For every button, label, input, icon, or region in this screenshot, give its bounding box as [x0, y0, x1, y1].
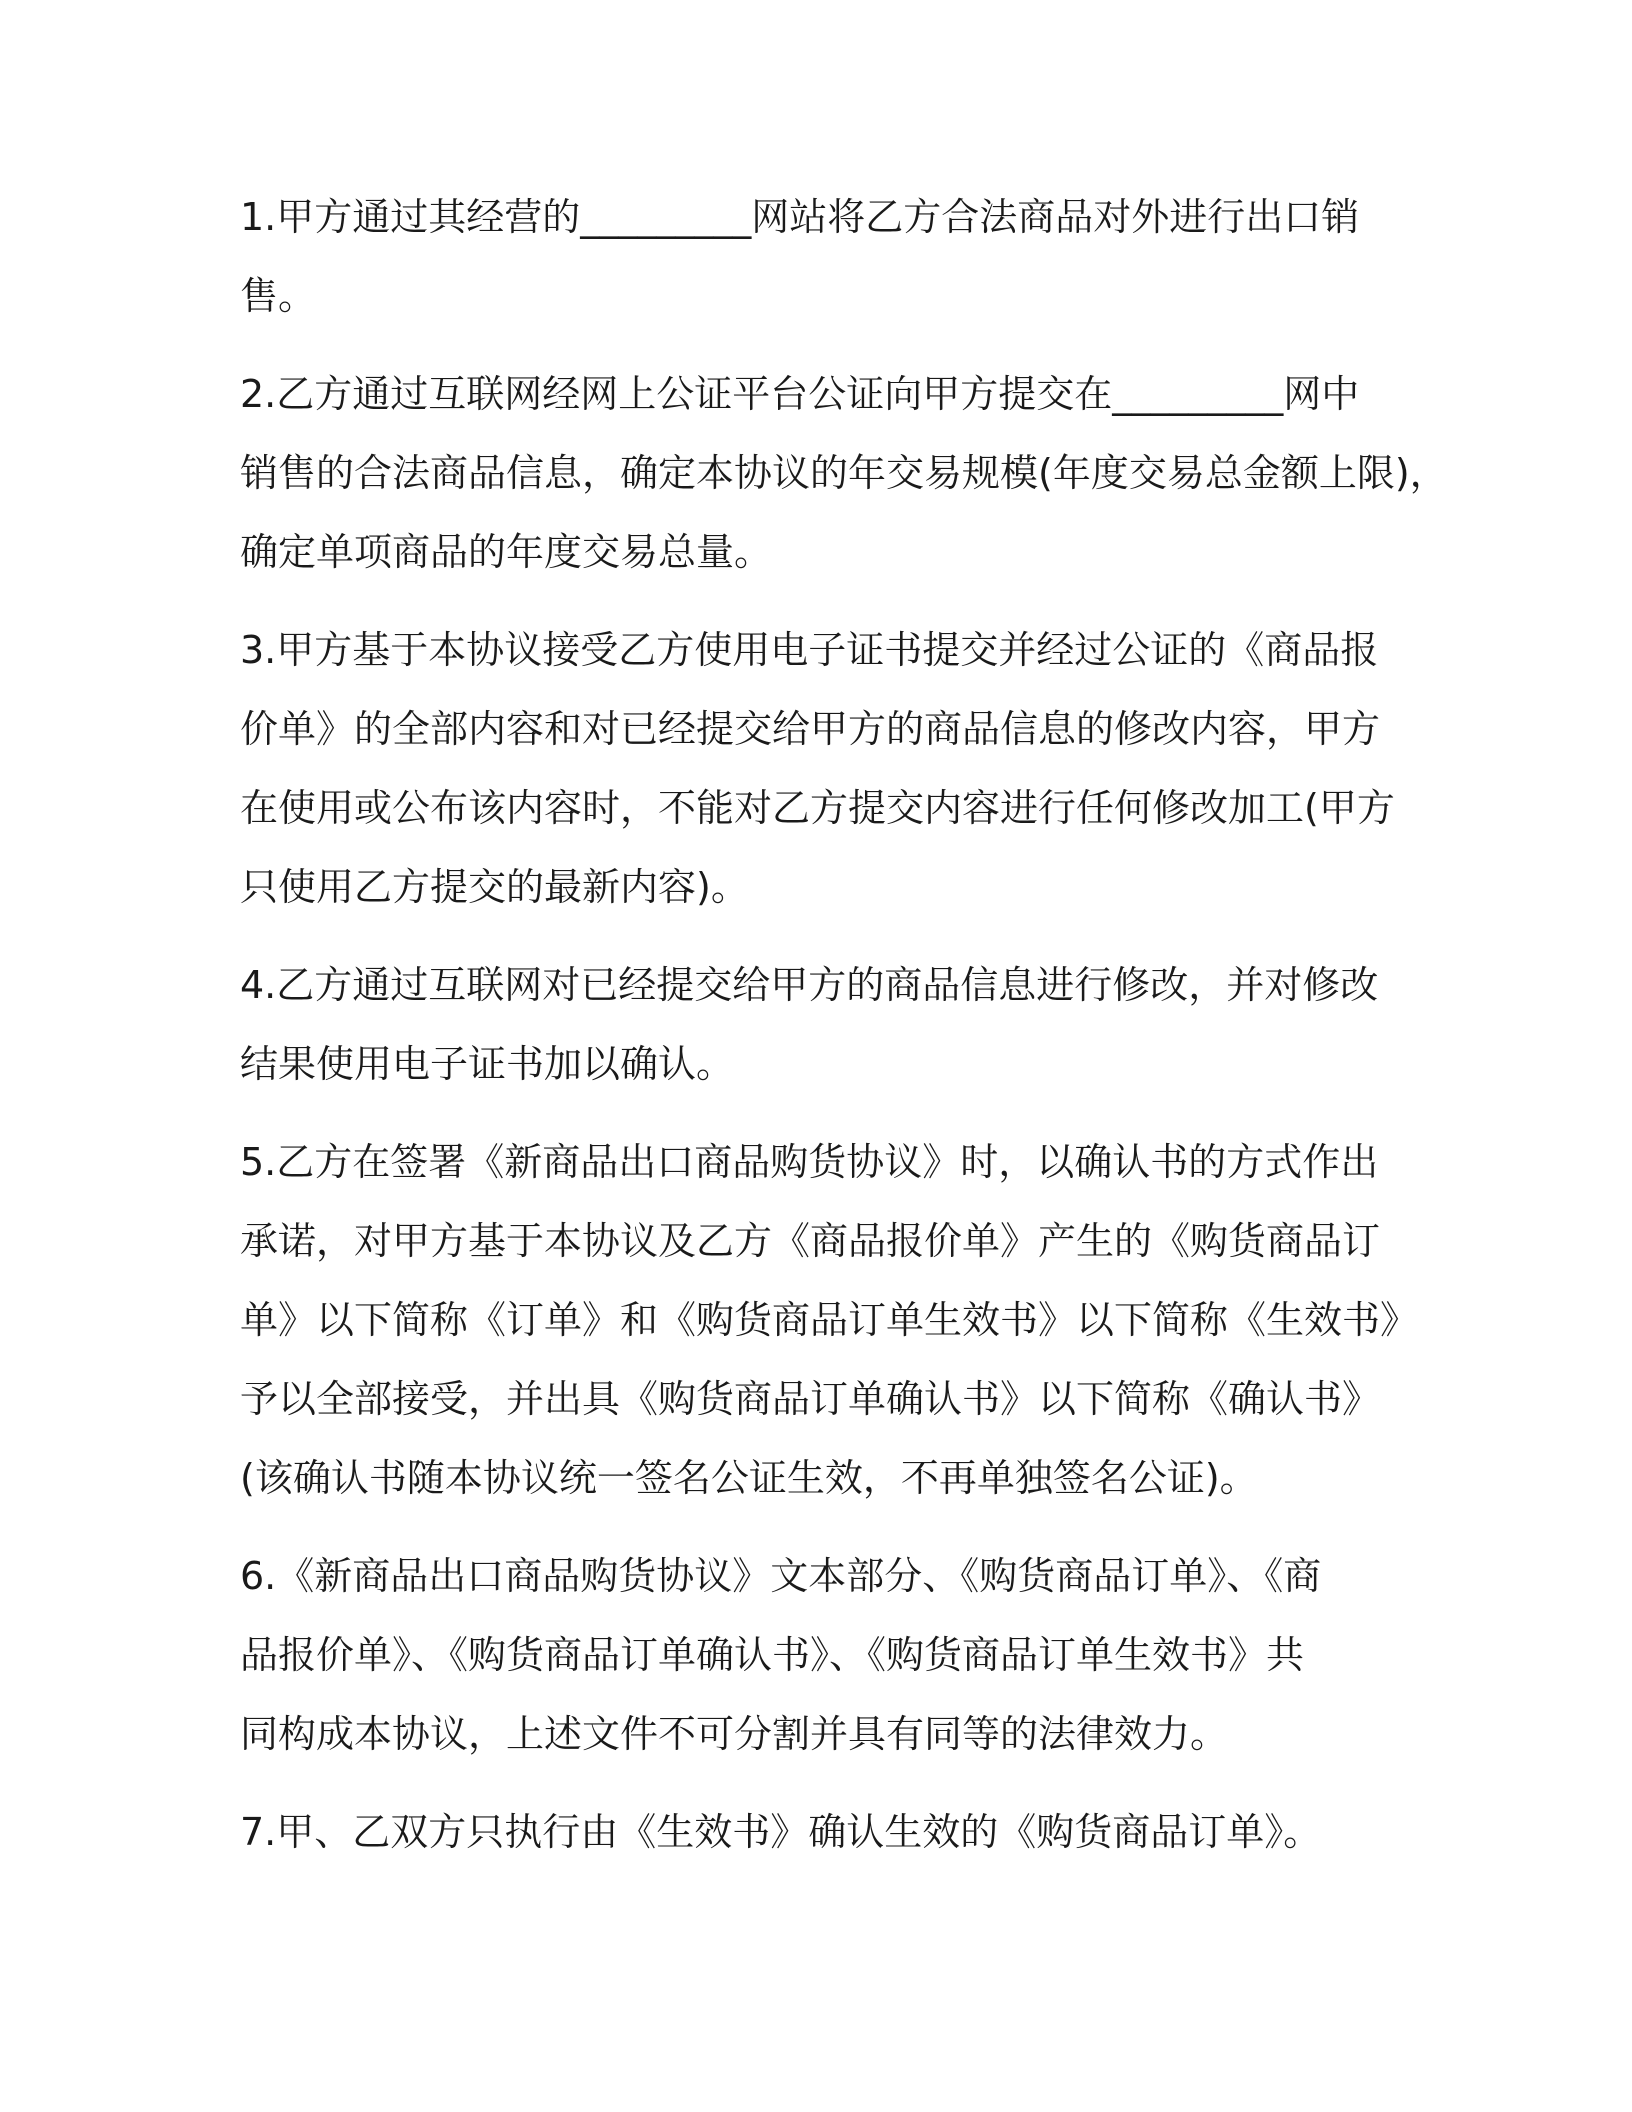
clause-line: 2.乙方通过互联网经网上公证平台公证向甲方提交在_________网中	[240, 372, 1360, 416]
clause-line: 结果使用电子证书加以确认。	[240, 1042, 735, 1086]
clause-line: (该确认书随本协议统一签名公证生效，不再单独签名公证)。	[240, 1456, 1258, 1500]
clause-line: 售。	[240, 274, 317, 318]
clause-line: 3.甲方基于本协议接受乙方使用电子证书提交并经过公证的《商品报	[240, 628, 1379, 672]
clause-4	[240, 946, 1420, 1104]
clause-line: 5.乙方在签署《新商品出口商品购货协议》时，以确认书的方式作出	[240, 1140, 1379, 1184]
clause-6	[240, 1537, 1420, 1774]
clause-7	[240, 1793, 1420, 1872]
clause-line: 品报价单》、《购货商品订单确认书》、《购货商品订单生效书》共	[240, 1633, 1305, 1677]
clause-2	[240, 355, 1448, 592]
document-body	[240, 178, 1448, 1891]
clause-line: 价单》的全部内容和对已经提交给甲方的商品信息的修改内容，甲方	[240, 707, 1381, 751]
clause-line: 1.甲方通过其经营的_________网站将乙方合法商品对外进行出口销	[240, 195, 1360, 239]
clause-line: 予以全部接受，并出具《购货商品订单确认书》以下简称《确认书》	[240, 1377, 1381, 1421]
clause-line: 在使用或公布该内容时，不能对乙方提交内容进行任何修改加工(甲方	[240, 786, 1395, 830]
clause-line: 单》以下简称《订单》和《购货商品订单生效书》以下简称《生效书》	[240, 1298, 1419, 1342]
clause-line: 4.乙方通过互联网对已经提交给甲方的商品信息进行修改，并对修改	[240, 963, 1379, 1007]
clause-line: 销售的合法商品信息，确定本协议的年交易规模(年度交易总金额上限)，	[240, 451, 1448, 495]
clause-line: 同构成本协议，上述文件不可分割并具有同等的法律效力。	[240, 1712, 1229, 1756]
clause-line: 确定单项商品的年度交易总量。	[240, 530, 773, 574]
clause-line: 只使用乙方提交的最新内容)。	[240, 865, 749, 909]
clause-line: 7.甲、乙双方只执行由《生效书》确认生效的《购货商品订单》。	[240, 1810, 1322, 1854]
clause-3	[240, 611, 1420, 927]
clause-line: 6.《新商品出口商品购货协议》文本部分、《购货商品订单》、《商	[240, 1554, 1322, 1598]
clause-line: 承诺，对甲方基于本协议及乙方《商品报价单》产生的《购货商品订	[240, 1219, 1381, 1263]
clause-1	[240, 178, 1420, 336]
clause-5	[240, 1123, 1420, 1518]
